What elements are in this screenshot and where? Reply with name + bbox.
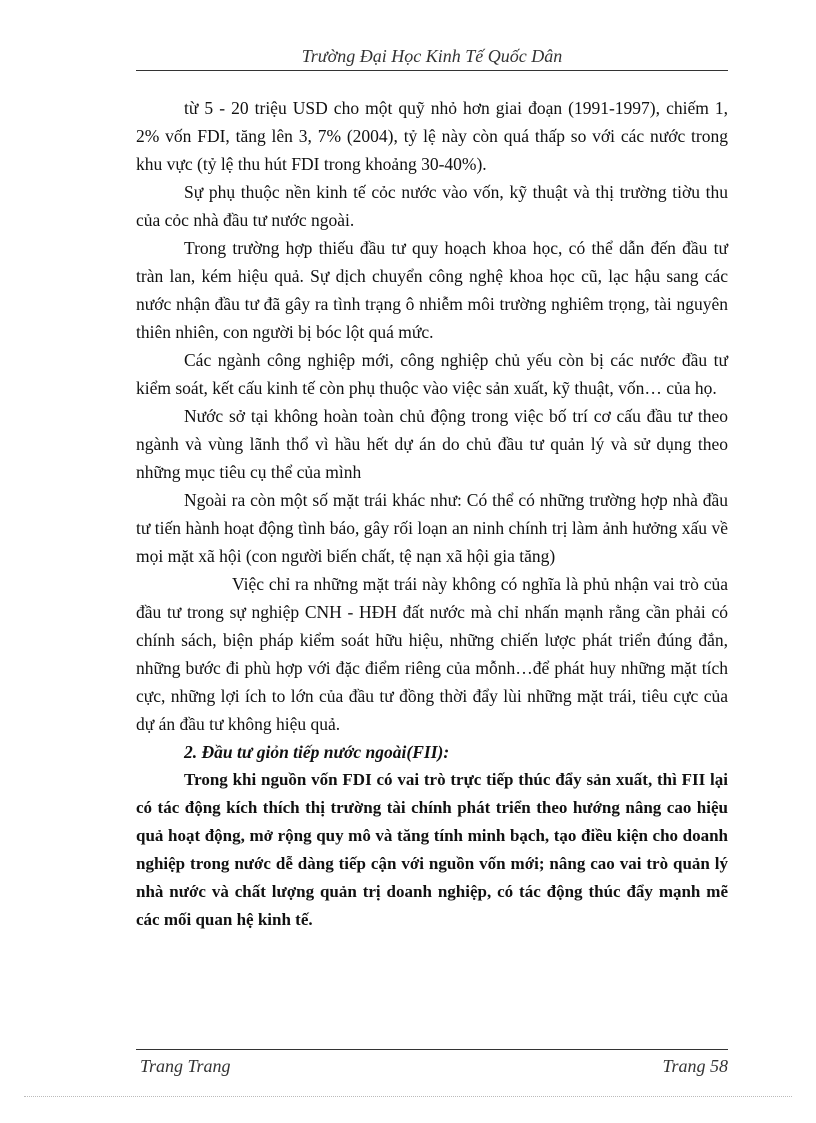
- header-divider: [136, 70, 728, 71]
- paragraph-other-negatives: Ngoài ra còn một số mặt trái khác như: Có thể có những trường hợp nhà đầu tư tiến hành hoạt động tình báo, gây rối loạn an ninh chính trị làm ảnh hưởng xấu về mọi mặt xã hội (con người biến chất, tệ nạn xã hội gia tăng): [136, 490, 728, 566]
- paragraph-fii-role: Trong khi nguồn vốn FDI có vai trò trực tiếp thúc đẩy sản xuất, thì FII lại có tác động kích thích thị trường tài chính phát triển theo hướng nâng cao hiệu quả hoạt động, mở rộng quy mô và tăng tính minh bạch, tạo điều kiện cho doanh nghiệp trong nước dễ dàng tiếp cận với nguồn vốn mới; nâng cao vai trò quản lý nhà nước và chất lượng quản trị doanh nghiệp, có tác động thúc đẩy mạnh mẽ các mối quan hệ kinh tế.: [136, 770, 728, 929]
- paragraph-fdi-fund-share: từ 5 - 20 triệu USD cho một quỹ nhỏ hơn giai đoạn (1991-1997), chiếm 1, 2% vốn FDI, tăng lên 3, 7% (2004), tỷ lệ này còn quá thấp so với các nước trong khu vực (tỷ lệ thu hút FDI trong khoảng 30-40%).: [136, 98, 728, 174]
- footer-divider: [136, 1049, 728, 1050]
- document-body: [136, 94, 728, 934]
- footer-left-text: Trang Trang: [140, 1056, 231, 1076]
- page-header-title: Trường Đại Học Kinh Tế Quốc Dân: [301, 46, 563, 66]
- paragraph-industry-control: Các ngành công nghiệp mới, công nghiệp chủ yếu còn bị các nước đầu tư kiểm soát, kết cấu kinh tế còn phụ thuộc vào việc sản xuất, kỹ thuật, vốn… của họ.: [136, 350, 728, 398]
- paragraph-conclusion: Việc chỉ ra những mặt trái này không có nghĩa là phủ nhận vai trò của đầu tư trong sự nghiệp CNH - HĐH đất nước mà chỉ nhấn mạnh rằng cần phải có chính sách, biện pháp kiểm soát hữu hiệu, những chiến lược phát triển đúng đắn, những bước đi phù hợp với đặc điểm riêng của mỗnh…để phát huy những mặt tích cực, những lợi ích to lớn của đầu tư đồng thời đẩy lùi những mặt trái, tiêu cực của dự án đầu tư không hiệu quả.: [136, 574, 728, 734]
- paragraph-host-country-control: Nước sở tại không hoàn toàn chủ động trong việc bố trí cơ cấu đầu tư theo ngành và vùng lãnh thổ vì hầu hết dự án do chủ đầu tư quản lý và sử dụng theo những mục tiêu cụ thể của mình: [136, 406, 728, 482]
- section-heading-fii: 2. Đầu tư giỏn tiếp nước ngoài(FII):: [184, 742, 450, 762]
- paragraph-economic-dependence: Sự phụ thuộc nền kinh tế cỏc nước vào vốn, kỹ thuật và thị trường tiờu thu của cỏc nhà đầu tư nước ngoài.: [136, 182, 728, 230]
- paragraph-unplanned-investment: Trong trường hợp thiếu đầu tư quy hoạch khoa học, có thể dẫn đến đầu tư tràn lan, kém hiệu quả. Sự dịch chuyển công nghệ khoa học cũ, lạc hậu sang các nước nhận đầu tư đã gây ra tình trạng ô nhiễm môi trường nghiêm trọng, tài nguyên thiên nhiên, con người bị bóc lột quá mức.: [136, 238, 728, 342]
- page-number: Trang 58: [662, 1056, 728, 1076]
- page-bottom-edge: [24, 1096, 792, 1097]
